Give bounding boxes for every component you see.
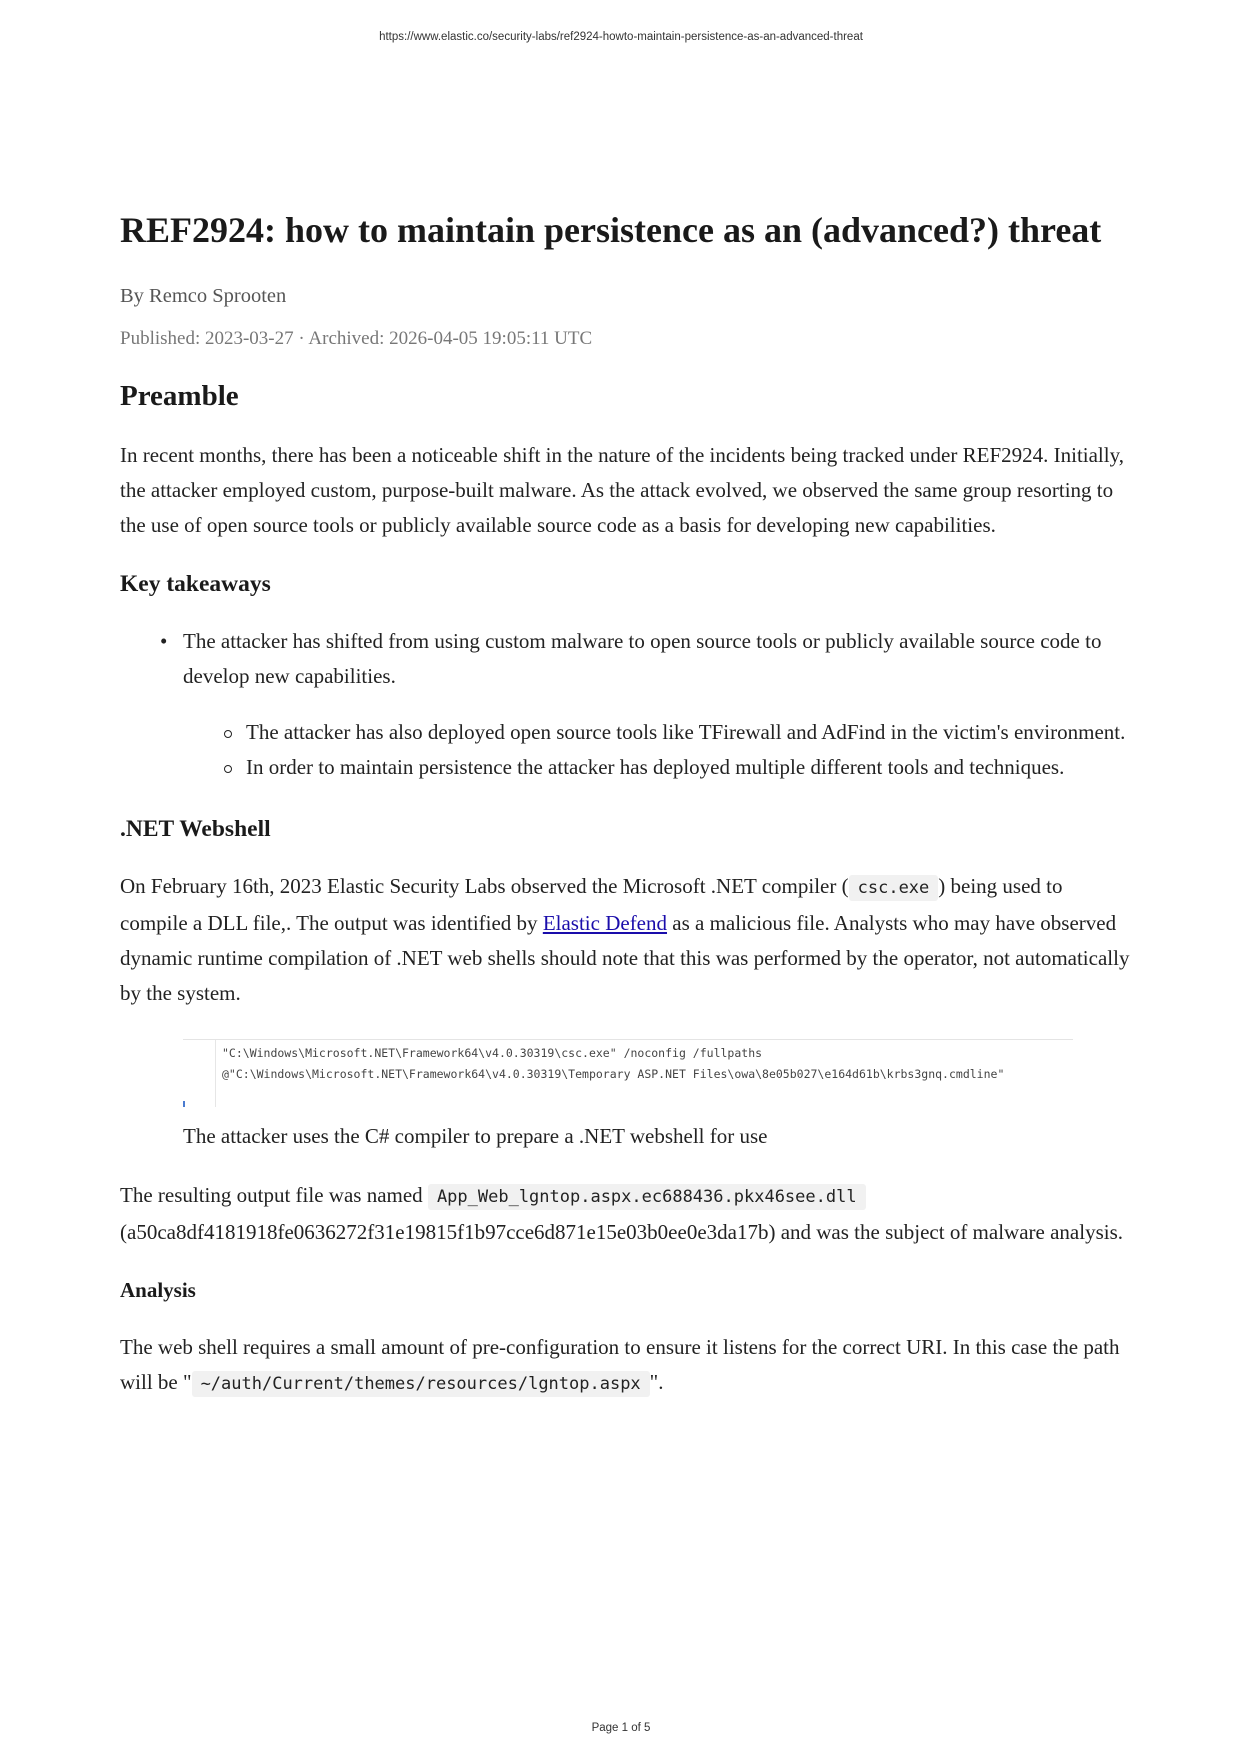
takeaway-item — [120, 624, 1130, 785]
screenshot-marker — [183, 1101, 185, 1107]
analysis-paragraph — [120, 1330, 1130, 1402]
text-run: ) being used to compile a DLL file,. The output was identified by — [120, 874, 1063, 936]
command-line-2: @"C:\Windows\Microsoft.NET\Framework64\v4.0.30319\Temporary ASP.NET Files\owa\8e05b027\e164d61b\krbs3gnq.cmdline" — [222, 1067, 1005, 1082]
key-takeaways-heading: Key takeaways — [120, 571, 271, 598]
preamble-heading: Preamble — [120, 380, 239, 413]
text-run: The resulting output file was named — [120, 1182, 428, 1207]
takeaway-subitem: In order to maintain persistence the attacker has deployed multiple different tools and techniques. — [120, 750, 1130, 785]
inline-code-dll: App_Web_lgntop.aspx.ec688436.pkx46see.dll — [428, 1184, 866, 1210]
analysis-heading: Analysis — [120, 1277, 196, 1302]
text-run: (a50ca8df4181918fe0636272f31e19815f1b97cce6d871e15e03b0ee0e3da17b) and was the subject of malware analysis. — [120, 1219, 1124, 1244]
figure-csc-command — [183, 1039, 1130, 1149]
takeaways-list — [120, 624, 1130, 785]
command-screenshot — [183, 1039, 1073, 1107]
figure-caption: The attacker uses the C# compiler to prepare a .NET webshell for use — [183, 1124, 768, 1149]
takeaway-text: The attacker has shifted from using custom malware to open source tools or publicly available source code to develop new capabilities. — [183, 629, 1102, 689]
publish-meta: Published: 2023-03-27 · Archived: 2026-04-05 19:05:11 UTC — [120, 328, 593, 350]
text-run: as a malicious file. Analysts who may have observed dynamic runtime compilation of .NET web shells should note that this was performed by the operator, not automatically by the system. — [120, 911, 1130, 1006]
byline: By Remco Sprooten — [120, 285, 287, 308]
webshell-paragraph-2 — [120, 1178, 1130, 1250]
webshell-heading: .NET Webshell — [120, 816, 271, 843]
elastic-defend-link[interactable]: Elastic Defend — [542, 911, 668, 936]
article-title: REF2924: how to maintain persistence as an (advanced?) threat — [120, 210, 1102, 250]
article — [120, 210, 1130, 1430]
source-url: https://www.elastic.co/security-labs/ref2924-howto-maintain-persistence-as-an-advanced-threat — [379, 31, 863, 43]
text-run: On February 16th, 2023 Elastic Security Labs observed the Microsoft .NET compiler ( — [120, 874, 849, 899]
takeaways-sublist — [183, 715, 1130, 785]
webshell-paragraph-1 — [120, 869, 1130, 1011]
inline-code-csc: csc.exe — [849, 875, 939, 901]
inline-code-path: ~/auth/Current/themes/resources/lgntop.aspx — [192, 1371, 650, 1397]
text-run: The web shell requires a small amount of pre-configuration to ensure it listens for the correct URI. In this case the path will be " — [120, 1334, 1120, 1394]
command-line-1: "C:\Windows\Microsoft.NET\Framework64\v4.0.30319\csc.exe" /noconfig /fullpaths — [222, 1046, 763, 1061]
text-run: ". — [649, 1369, 664, 1394]
preamble-paragraph: In recent months, there has been a noticeable shift in the nature of the incidents being tracked under REF2924. Initially, the attacker employed custom, purpose-built malware. As the attack evolved, we observed the same group resorting to the use of open source tools or publicly available source code as a basis for developing new capabilities. — [120, 443, 1124, 538]
page-number: Page 1 of 5 — [591, 1722, 651, 1734]
screenshot-gutter — [215, 1040, 216, 1107]
takeaway-subitem: The attacker has also deployed open source tools like TFirewall and AdFind in the victim's environment. — [120, 715, 1130, 750]
